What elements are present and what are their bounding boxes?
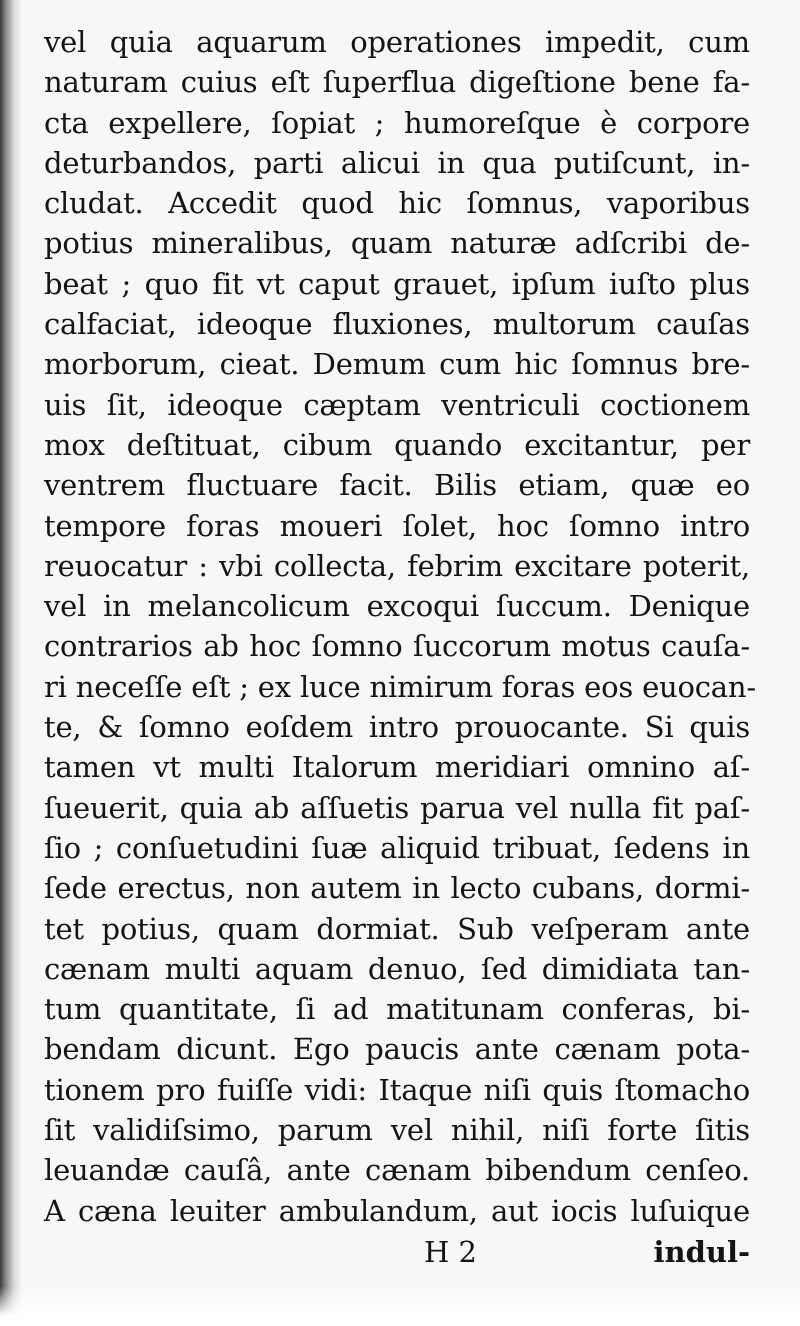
text-line: tempore foras moueri ſolet, hoc ſomno intro: [44, 508, 750, 543]
gutter-shadow: [0, 0, 22, 1326]
text-line: te, & ſomno eoſdem intro prouocante. Si quis: [44, 710, 750, 745]
text-line: ventrem fluctuare facit. Bilis etiam, quæ eo: [44, 468, 750, 503]
signature-mark: H 2: [424, 1235, 477, 1269]
text-line: tum quantitate, ſi ad matitunam conferas, bi-: [44, 992, 750, 1027]
text-line: ſit validiſsimo, parum vel nihil, niſi forte ſitis: [44, 1113, 750, 1148]
text-line: calfaciat, ideoque fluxiones, multorum cauſas: [44, 307, 750, 342]
text-line: ri neceſſe eſt ; ex luce nimirum foras eos euocan-: [44, 669, 756, 704]
text-line: naturam cuius eſt ſuperflua digeſtione bene fa-: [44, 65, 750, 100]
text-line: leuandæ cauſâ, ante cænam bibendum cenſeo.: [44, 1153, 750, 1188]
text-line: ſede erectus, non autem in lecto cubans, dormi-: [44, 871, 750, 906]
text-line: cludat. Accedit quod hic ſomnus, vaporibus: [44, 186, 750, 221]
text-line: tet potius, quam dormiat. Sub veſperam ante: [44, 911, 750, 946]
page-footer: [44, 1232, 750, 1272]
text-line: reuocatur : vbi collecta, febrim excitare poterit,: [44, 548, 750, 583]
text-line: tamen vt multi Italorum meridiari omnino aſ-: [44, 750, 750, 785]
page-bottom-edge: [0, 1286, 800, 1326]
text-line: contrarios ab hoc ſomno ſuccorum motus cauſa-: [44, 629, 750, 664]
text-line: vel quia aquarum operationes impedit, cum: [44, 25, 750, 59]
text-line: ſio ; conſuetudini ſuæ aliquid tribuat, ſedens in: [44, 830, 750, 865]
text-line: uis ſit, ideoque cæptam ventriculi coctionem: [44, 387, 750, 422]
body-text: [44, 22, 756, 1231]
text-line: deturbandos, parti alicui in qua putiſcunt, in-: [44, 145, 750, 180]
text-line: morborum, cieat. Demum cum hic ſomnus bre-: [44, 347, 750, 382]
catchword: indul-: [653, 1235, 750, 1269]
text-line: cta expellere, ſopiat ; humoreſque è corpore: [44, 105, 750, 140]
text-line: vel in melancolicum excoqui ſuccum. Denique: [44, 589, 750, 624]
text-line: mox deſtituat, cibum quando excitantur, per: [44, 427, 750, 462]
text-line: A cæna leuiter ambulandum, aut iocis luſuique: [44, 1193, 750, 1228]
text-line: tionem pro fuiſſe vidi: Itaque niſi quis ſtomacho: [44, 1072, 750, 1107]
text-line: bendam dicunt. Ego paucis ante cænam pota-: [44, 1032, 750, 1067]
text-line: potius mineralibus, quam naturæ adſcribi de-: [44, 226, 750, 261]
text-line: ſueuerit, quia ab aſſuetis parua vel nulla fit paſ-: [44, 790, 750, 825]
text-line: beat ; quo fit vt caput grauet, ipſum iuſto plus: [44, 266, 750, 301]
text-line: cænam multi aquam denuo, ſed dimidiata tan-: [44, 951, 750, 986]
